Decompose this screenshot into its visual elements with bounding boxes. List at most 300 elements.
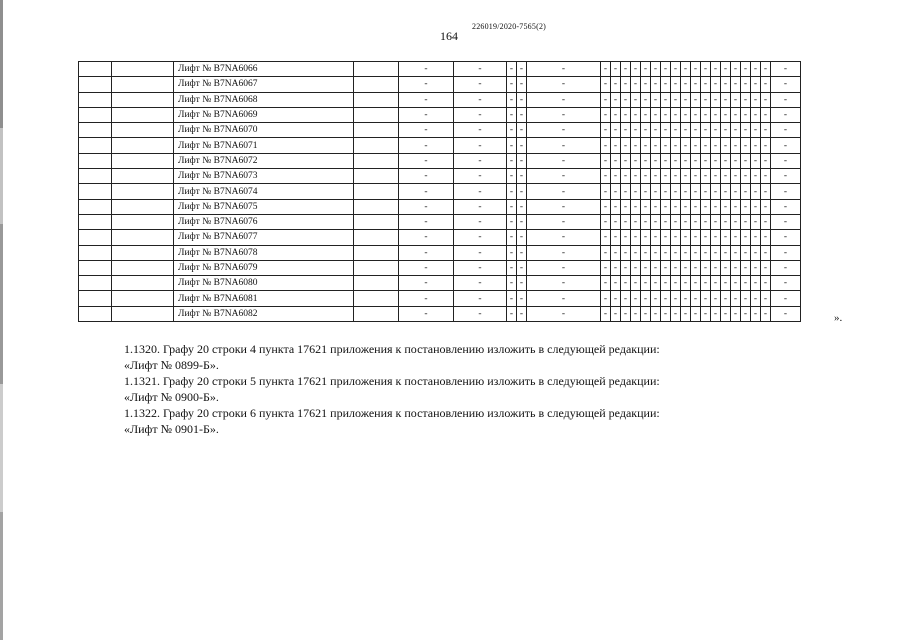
dash-cell: -	[601, 214, 611, 229]
dash-cell: -	[631, 214, 641, 229]
dash-cell: -	[631, 245, 641, 260]
dash-cell: -	[631, 153, 641, 168]
empty-cell	[354, 230, 399, 245]
dash-cell: -	[611, 306, 621, 321]
dash-cell: -	[507, 169, 517, 184]
dash-cell: -	[399, 306, 454, 321]
dash-cell: -	[631, 306, 641, 321]
dash-cell: -	[771, 199, 801, 214]
scan-edge-artifact	[0, 0, 3, 640]
empty-cell	[354, 199, 399, 214]
dash-cell: -	[601, 260, 611, 275]
dash-cell: -	[671, 62, 681, 77]
dash-cell: -	[651, 184, 661, 199]
dash-cell: -	[507, 184, 517, 199]
dash-cell: -	[454, 214, 507, 229]
dash-cell: -	[651, 306, 661, 321]
dash-cell: -	[751, 123, 761, 138]
dash-cell: -	[701, 169, 711, 184]
empty-cell	[79, 184, 112, 199]
dash-cell: -	[399, 245, 454, 260]
dash-cell: -	[611, 291, 621, 306]
dash-cell: -	[601, 276, 611, 291]
dash-cell: -	[721, 62, 731, 77]
dash-cell: -	[751, 169, 761, 184]
dash-cell: -	[661, 306, 671, 321]
dash-cell: -	[771, 245, 801, 260]
dash-cell: -	[517, 276, 527, 291]
dash-cell: -	[731, 138, 741, 153]
dash-cell: -	[771, 184, 801, 199]
dash-cell: -	[721, 138, 731, 153]
dash-cell: -	[711, 92, 721, 107]
dash-cell: -	[507, 291, 517, 306]
dash-cell: -	[721, 107, 731, 122]
dash-cell: -	[761, 77, 771, 92]
dash-cell: -	[771, 260, 801, 275]
table-row	[79, 291, 801, 306]
dash-cell: -	[761, 123, 771, 138]
elevator-name-cell: Лифт № B7NA6066	[174, 62, 354, 77]
empty-cell	[79, 230, 112, 245]
dash-cell: -	[621, 214, 631, 229]
dash-cell: -	[671, 92, 681, 107]
dash-cell: -	[507, 153, 517, 168]
dash-cell: -	[721, 123, 731, 138]
dash-cell: -	[517, 184, 527, 199]
dash-cell: -	[671, 107, 681, 122]
dash-cell: -	[661, 214, 671, 229]
dash-cell: -	[399, 169, 454, 184]
dash-cell: -	[751, 260, 761, 275]
dash-cell: -	[527, 123, 601, 138]
dash-cell: -	[611, 107, 621, 122]
empty-cell	[354, 245, 399, 260]
dash-cell: -	[741, 62, 751, 77]
empty-cell	[112, 92, 174, 107]
dash-cell: -	[621, 123, 631, 138]
dash-cell: -	[507, 260, 517, 275]
dash-cell: -	[507, 107, 517, 122]
dash-cell: -	[641, 92, 651, 107]
dash-cell: -	[701, 107, 711, 122]
dash-cell: -	[601, 77, 611, 92]
dash-cell: -	[681, 245, 691, 260]
empty-cell	[112, 230, 174, 245]
empty-cell	[354, 138, 399, 153]
dash-cell: -	[631, 123, 641, 138]
empty-cell	[354, 291, 399, 306]
dash-cell: -	[671, 230, 681, 245]
dash-cell: -	[761, 153, 771, 168]
dash-cell: -	[731, 62, 741, 77]
dash-cell: -	[399, 153, 454, 168]
dash-cell: -	[731, 230, 741, 245]
dash-cell: -	[761, 276, 771, 291]
dash-cell: -	[731, 92, 741, 107]
dash-cell: -	[517, 153, 527, 168]
dash-cell: -	[701, 184, 711, 199]
elevator-name-cell: Лифт № B7NA6082	[174, 306, 354, 321]
dash-cell: -	[681, 184, 691, 199]
dash-cell: -	[399, 276, 454, 291]
dash-cell: -	[611, 245, 621, 260]
table-row	[79, 123, 801, 138]
dash-cell: -	[691, 62, 701, 77]
dash-cell: -	[691, 123, 701, 138]
dash-cell: -	[691, 245, 701, 260]
dash-cell: -	[771, 138, 801, 153]
dash-cell: -	[691, 92, 701, 107]
dash-cell: -	[671, 260, 681, 275]
dash-cell: -	[517, 169, 527, 184]
dash-cell: -	[661, 107, 671, 122]
dash-cell: -	[611, 62, 621, 77]
elevator-name-cell: Лифт № B7NA6072	[174, 153, 354, 168]
dash-cell: -	[621, 306, 631, 321]
dash-cell: -	[399, 230, 454, 245]
dash-cell: -	[651, 62, 661, 77]
dash-cell: -	[517, 245, 527, 260]
dash-cell: -	[601, 169, 611, 184]
dash-cell: -	[621, 62, 631, 77]
dash-cell: -	[641, 62, 651, 77]
empty-cell	[79, 276, 112, 291]
dash-cell: -	[631, 184, 641, 199]
dash-cell: -	[399, 260, 454, 275]
closing-quote-mark: ».	[834, 312, 843, 324]
empty-cell	[79, 153, 112, 168]
dash-cell: -	[671, 123, 681, 138]
dash-cell: -	[651, 123, 661, 138]
dash-cell: -	[711, 153, 721, 168]
empty-cell	[354, 62, 399, 77]
dash-cell: -	[731, 291, 741, 306]
dash-cell: -	[517, 291, 527, 306]
dash-cell: -	[611, 214, 621, 229]
dash-cell: -	[454, 260, 507, 275]
table-row	[79, 138, 801, 153]
table-row	[79, 107, 801, 122]
dash-cell: -	[527, 214, 601, 229]
dash-cell: -	[681, 260, 691, 275]
dash-cell: -	[721, 92, 731, 107]
dash-cell: -	[681, 276, 691, 291]
dash-cell: -	[751, 306, 761, 321]
dash-cell: -	[527, 153, 601, 168]
dash-cell: -	[711, 245, 721, 260]
dash-cell: -	[721, 153, 731, 168]
table-row	[79, 199, 801, 214]
table-row	[79, 153, 801, 168]
dash-cell: -	[454, 276, 507, 291]
dash-cell: -	[741, 123, 751, 138]
empty-cell	[112, 260, 174, 275]
dash-cell: -	[751, 77, 761, 92]
dash-cell: -	[671, 169, 681, 184]
dash-cell: -	[771, 276, 801, 291]
dash-cell: -	[711, 62, 721, 77]
dash-cell: -	[507, 230, 517, 245]
table-row	[79, 245, 801, 260]
dash-cell: -	[641, 306, 651, 321]
dash-cell: -	[711, 107, 721, 122]
dash-cell: -	[721, 230, 731, 245]
dash-cell: -	[631, 199, 641, 214]
dash-cell: -	[631, 92, 641, 107]
dash-cell: -	[641, 245, 651, 260]
table-row	[79, 184, 801, 199]
dash-cell: -	[454, 169, 507, 184]
dash-cell: -	[621, 245, 631, 260]
table-row	[79, 92, 801, 107]
dash-cell: -	[731, 214, 741, 229]
dash-cell: -	[454, 77, 507, 92]
dash-cell: -	[621, 184, 631, 199]
dash-cell: -	[741, 184, 751, 199]
dash-cell: -	[741, 230, 751, 245]
empty-cell	[79, 169, 112, 184]
dash-cell: -	[691, 260, 701, 275]
elevator-name-cell: Лифт № B7NA6075	[174, 199, 354, 214]
dash-cell: -	[681, 169, 691, 184]
dash-cell: -	[671, 214, 681, 229]
dash-cell: -	[641, 230, 651, 245]
dash-cell: -	[671, 245, 681, 260]
dash-cell: -	[691, 230, 701, 245]
dash-cell: -	[611, 169, 621, 184]
dash-cell: -	[701, 230, 711, 245]
dash-cell: -	[611, 123, 621, 138]
dash-cell: -	[399, 214, 454, 229]
dash-cell: -	[691, 184, 701, 199]
dash-cell: -	[621, 138, 631, 153]
dash-cell: -	[621, 77, 631, 92]
dash-cell: -	[751, 245, 761, 260]
dash-cell: -	[731, 245, 741, 260]
dash-cell: -	[721, 291, 731, 306]
dash-cell: -	[641, 260, 651, 275]
dash-cell: -	[601, 92, 611, 107]
dash-cell: -	[399, 184, 454, 199]
dash-cell: -	[517, 230, 527, 245]
amendment-3-text: 1.1322. Графу 20 строки 6 пункта 17621 приложения к постановлению изложить в следующей редакции:	[124, 406, 660, 420]
empty-cell	[112, 184, 174, 199]
empty-cell	[354, 214, 399, 229]
dash-cell: -	[454, 230, 507, 245]
dash-cell: -	[454, 92, 507, 107]
dash-cell: -	[751, 230, 761, 245]
amendment-2-value: «Лифт № 0900-Б».	[124, 390, 219, 404]
dash-cell: -	[651, 107, 661, 122]
dash-cell: -	[681, 214, 691, 229]
dash-cell: -	[641, 169, 651, 184]
empty-cell	[354, 276, 399, 291]
dash-cell: -	[751, 199, 761, 214]
dash-cell: -	[711, 291, 721, 306]
dash-cell: -	[681, 230, 691, 245]
dash-cell: -	[517, 92, 527, 107]
dash-cell: -	[731, 123, 741, 138]
dash-cell: -	[671, 77, 681, 92]
empty-cell	[112, 214, 174, 229]
dash-cell: -	[661, 245, 671, 260]
dash-cell: -	[761, 245, 771, 260]
dash-cell: -	[601, 62, 611, 77]
dash-cell: -	[651, 77, 661, 92]
dash-cell: -	[761, 230, 771, 245]
dash-cell: -	[761, 184, 771, 199]
dash-cell: -	[761, 306, 771, 321]
empty-cell	[112, 245, 174, 260]
dash-cell: -	[721, 306, 731, 321]
dash-cell: -	[661, 153, 671, 168]
empty-cell	[79, 77, 112, 92]
dash-cell: -	[631, 77, 641, 92]
dash-cell: -	[761, 62, 771, 77]
page-number: 164	[440, 29, 458, 43]
dash-cell: -	[399, 199, 454, 214]
dash-cell: -	[517, 199, 527, 214]
dash-cell: -	[527, 107, 601, 122]
table-row	[79, 306, 801, 321]
dash-cell: -	[507, 245, 517, 260]
dash-cell: -	[507, 62, 517, 77]
empty-cell	[354, 153, 399, 168]
empty-cell	[79, 138, 112, 153]
dash-cell: -	[671, 153, 681, 168]
dash-cell: -	[681, 153, 691, 168]
dash-cell: -	[454, 199, 507, 214]
amendment-1-value: «Лифт № 0899-Б».	[124, 358, 219, 372]
dash-cell: -	[731, 184, 741, 199]
dash-cell: -	[701, 77, 711, 92]
dash-cell: -	[731, 107, 741, 122]
dash-cell: -	[621, 276, 631, 291]
empty-cell	[112, 291, 174, 306]
elevator-name-cell: Лифт № B7NA6078	[174, 245, 354, 260]
empty-cell	[112, 276, 174, 291]
dash-cell: -	[721, 184, 731, 199]
dash-cell: -	[399, 62, 454, 77]
dash-cell: -	[771, 153, 801, 168]
dash-cell: -	[601, 138, 611, 153]
elevator-name-cell: Лифт № B7NA6068	[174, 92, 354, 107]
dash-cell: -	[651, 230, 661, 245]
dash-cell: -	[621, 153, 631, 168]
dash-cell: -	[771, 169, 801, 184]
table-row	[79, 62, 801, 77]
dash-cell: -	[701, 199, 711, 214]
dash-cell: -	[771, 62, 801, 77]
dash-cell: -	[507, 123, 517, 138]
empty-cell	[79, 260, 112, 275]
dash-cell: -	[751, 276, 761, 291]
document-id: 226019/2020-7565(2)	[472, 22, 547, 31]
dash-cell: -	[507, 214, 517, 229]
dash-cell: -	[527, 306, 601, 321]
empty-cell	[354, 260, 399, 275]
dash-cell: -	[651, 138, 661, 153]
dash-cell: -	[517, 260, 527, 275]
dash-cell: -	[691, 214, 701, 229]
dash-cell: -	[621, 260, 631, 275]
dash-cell: -	[671, 306, 681, 321]
elevator-name-cell: Лифт № B7NA6076	[174, 214, 354, 229]
dash-cell: -	[771, 107, 801, 122]
dash-cell: -	[761, 138, 771, 153]
elevator-name-cell: Лифт № B7NA6079	[174, 260, 354, 275]
dash-cell: -	[517, 123, 527, 138]
dash-cell: -	[671, 199, 681, 214]
table-row	[79, 230, 801, 245]
dash-cell: -	[611, 276, 621, 291]
dash-cell: -	[661, 291, 671, 306]
empty-cell	[112, 107, 174, 122]
dash-cell: -	[701, 276, 711, 291]
dash-cell: -	[691, 276, 701, 291]
empty-cell	[354, 184, 399, 199]
dash-cell: -	[731, 153, 741, 168]
dash-cell: -	[661, 199, 671, 214]
dash-cell: -	[454, 107, 507, 122]
dash-cell: -	[399, 107, 454, 122]
dash-cell: -	[711, 260, 721, 275]
dash-cell: -	[771, 291, 801, 306]
dash-cell: -	[621, 199, 631, 214]
dash-cell: -	[691, 107, 701, 122]
empty-cell	[79, 62, 112, 77]
empty-cell	[79, 123, 112, 138]
empty-cell	[112, 199, 174, 214]
elevator-name-cell: Лифт № B7NA6074	[174, 184, 354, 199]
dash-cell: -	[761, 169, 771, 184]
dash-cell: -	[701, 138, 711, 153]
dash-cell: -	[399, 291, 454, 306]
dash-cell: -	[731, 77, 741, 92]
dash-cell: -	[611, 153, 621, 168]
amendment-3-value: «Лифт № 0901-Б».	[124, 422, 219, 436]
dash-cell: -	[671, 184, 681, 199]
elevator-table	[78, 61, 801, 322]
dash-cell: -	[601, 230, 611, 245]
dash-cell: -	[517, 306, 527, 321]
dash-cell: -	[771, 92, 801, 107]
elevator-name-cell: Лифт № B7NA6077	[174, 230, 354, 245]
dash-cell: -	[661, 276, 671, 291]
elevator-name-cell: Лифт № B7NA6073	[174, 169, 354, 184]
dash-cell: -	[691, 169, 701, 184]
dash-cell: -	[751, 184, 761, 199]
elevator-name-cell: Лифт № B7NA6081	[174, 291, 354, 306]
dash-cell: -	[701, 245, 711, 260]
dash-cell: -	[661, 62, 671, 77]
dash-cell: -	[681, 123, 691, 138]
dash-cell: -	[751, 291, 761, 306]
dash-cell: -	[731, 199, 741, 214]
dash-cell: -	[711, 169, 721, 184]
dash-cell: -	[631, 276, 641, 291]
dash-cell: -	[711, 306, 721, 321]
empty-cell	[79, 291, 112, 306]
dash-cell: -	[651, 245, 661, 260]
dash-cell: -	[681, 306, 691, 321]
dash-cell: -	[771, 230, 801, 245]
dash-cell: -	[611, 230, 621, 245]
dash-cell: -	[731, 260, 741, 275]
dash-cell: -	[601, 107, 611, 122]
dash-cell: -	[527, 245, 601, 260]
